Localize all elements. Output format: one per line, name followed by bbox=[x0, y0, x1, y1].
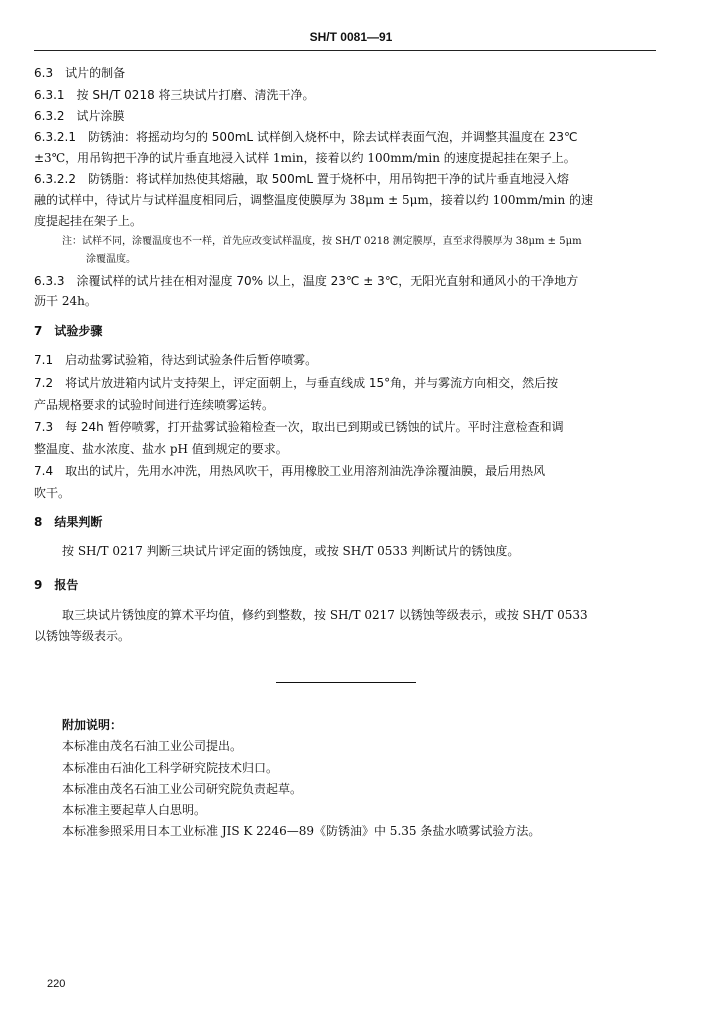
clause-7-2-line2: 产品规格要求的试验时间进行连续喷雾运转。 bbox=[34, 398, 275, 412]
appendix-title: 附加说明： bbox=[62, 718, 123, 732]
page-number: 220 bbox=[47, 978, 66, 990]
clause-6-3-2-1-line1: 6.3.2.1 防锈油：将摇动均匀的 500mL 试样倒入烧杯中，除去试样表面气泡，并调整其温度在 23℃ bbox=[34, 130, 578, 144]
clause-6-3-3-line1: 6.3.3 涂覆试样的试片挂在相对湿度 70% 以上，温度 23℃ ± 3℃，无阳光直射和通风小的干净地方 bbox=[34, 274, 579, 288]
note-line1: 注：试样不同，涂覆温度也不一样，首先应改变试样温度，按 SH/T 0218 测定膜厚，直至求得膜厚为 38μm ± 5μm bbox=[62, 236, 582, 247]
header-rule bbox=[34, 50, 656, 51]
clause-7-4-line1: 7.4 取出的试片，先用水冲洗，用热风吹干，再用橡胶工业用溶剂油洗净涂覆油膜，最后用热风 bbox=[34, 464, 546, 478]
clause-7-3-line2: 整温度、盐水浓度、盐水 pH 值到规定的要求。 bbox=[34, 442, 288, 456]
appendix-item: 本标准主要起草人白思明。 bbox=[62, 803, 207, 817]
section-8-text: 按 SH/T 0217 判断三块试片评定面的锈蚀度，或按 SH/T 0533 判断试片的锈蚀度。 bbox=[62, 544, 520, 558]
section-9-heading: 9 报告 bbox=[34, 578, 79, 592]
clause-6-3-2: 6.3.2 试片涂膜 bbox=[34, 109, 125, 123]
clause-6-3-2-2-line3: 度提起挂在架子上。 bbox=[34, 214, 143, 228]
clause-7-1: 7.1 启动盐雾试验箱，待达到试验条件后暂停喷雾。 bbox=[34, 353, 318, 367]
note-line2: 涂覆温度。 bbox=[86, 254, 136, 265]
clause-6-3-2-1-line2: ±3℃，用吊钩把干净的试片垂直地浸入试样 1min，接着以约 100mm/min 的速度提起挂在架子上。 bbox=[34, 151, 576, 165]
appendix-item: 本标准由石油化工科学研究院技术归口。 bbox=[62, 761, 279, 775]
section-6-3-heading: 6.3 试片的制备 bbox=[34, 66, 126, 80]
section-9-line1: 取三块试片锈蚀度的算术平均值，修约到整数，按 SH/T 0217 以锈蚀等级表示，或按 SH/T 0533 bbox=[62, 608, 588, 622]
section-9-line2: 以锈蚀等级表示。 bbox=[34, 629, 131, 643]
clause-6-3-1: 6.3.1 按 SH/T 0218 将三块试片打磨、清洗干净。 bbox=[34, 88, 315, 102]
section-8-heading: 8 结果判断 bbox=[34, 515, 103, 529]
appendix-item: 本标准参照采用日本工业标准 JIS K 2246—89《防锈油》中 5.35 条盐水喷雾试验方法。 bbox=[62, 824, 541, 838]
appendix-item: 本标准由茂名石油工业公司研究院负责起草。 bbox=[62, 782, 303, 796]
clause-7-4-line2: 吹干。 bbox=[34, 486, 71, 500]
clause-6-3-3-line2: 沥干 24h。 bbox=[34, 294, 97, 308]
clause-7-3-line1: 7.3 每 24h 暂停喷雾，打开盐雾试验箱检查一次，取出已到期或已锈蚀的试片。平时注意检查和调 bbox=[34, 420, 564, 434]
section-7-heading: 7 试验步骤 bbox=[34, 324, 103, 338]
end-rule bbox=[276, 682, 416, 683]
standard-code-header: SH/T 0081—91 bbox=[309, 30, 393, 44]
clause-6-3-2-2-line2: 融的试样中，待试片与试样温度相同后，调整温度使膜厚为 38μm ± 5μm，接着以约 100mm/min 的速 bbox=[34, 193, 594, 207]
clause-7-2-line1: 7.2 将试片放进箱内试片支持架上，评定面朝上，与垂直线成 15°角，并与雾流方向相交，然后按 bbox=[34, 376, 559, 390]
clause-6-3-2-2-line1: 6.3.2.2 防锈脂：将试样加热使其熔融，取 500mL 置于烧杯中，用吊钩把干净的试片垂直地浸入熔 bbox=[34, 172, 569, 186]
appendix-item: 本标准由茂名石油工业公司提出。 bbox=[62, 739, 243, 753]
